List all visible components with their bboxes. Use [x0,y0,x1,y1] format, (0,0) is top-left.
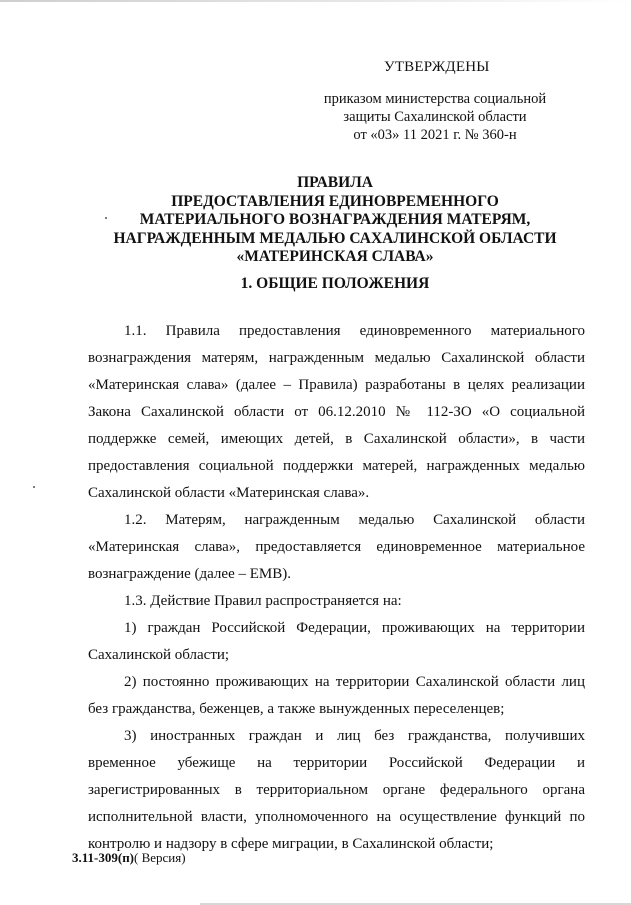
paragraph-line: Закона Сахалинской области от 06.12.2010 № 112-ЗО «О социальной [88,404,585,420]
paragraph-line: без гражданства, беженцев, а также вынужденных переселенцев; [88,701,505,717]
title-line: ПРАВИЛА [297,174,373,191]
paragraph-line: исполнительной власти, уполномоченного на осуществление функций по [88,809,585,825]
paragraph-line: Сахалинской области «Материнская слава». [88,485,370,501]
title-line: «МАТЕРИНСКАЯ СЛАВА» [236,248,434,265]
body-text [88,318,585,858]
paragraph-line: 2) постоянно проживающих на территории Сахалинской области лиц [124,674,585,690]
paragraph-line: поддержке семей, имеющих детей, в Сахалинской области», в части [88,431,585,447]
section-heading: 1. ОБЩИЕ ПОЛОЖЕНИЯ [240,275,430,292]
approval-order [300,90,570,144]
paragraph-line: зарегистрированных в территориальном органе федерального органа [88,782,585,798]
title-line: МАТЕРИАЛЬНОГО ВОЗНАГРАЖДЕНИЯ МАТЕРЯМ, [139,211,531,228]
title-line: НАГРАЖДЕННЫМ МЕДАЛЬЮ САХАЛИНСКОЙ ОБЛАСТИ [113,229,557,247]
scan-edge-top [0,0,631,2]
approval-order-line: приказом министерства социальной [323,91,547,107]
paragraph-line: 1.1. Правила предоставления единовременного материального [124,323,585,339]
footer-document-code [72,850,186,866]
paragraph-line: 3) иностранных граждан и лиц без гражданства, получивших [124,728,585,744]
document-code: 3.11-309(п) [72,850,135,865]
paragraph-line: 1) граждан Российской Федерации, проживающих на территории [124,620,585,636]
paragraph-line: «Материнская слава», предоставляется единовременное материальное [88,539,585,555]
scan-speck [33,486,35,488]
paragraph-line: вознаграждение (далее – ЕМВ). [88,566,291,582]
paragraph-line: временное убежище на территории Российской Федерации и [88,755,585,771]
paragraph-line: 1.2. Матерям, награжденным медалью Сахалинской области [124,512,585,528]
scan-speck [105,217,107,219]
paragraph-line: вознаграждения матерям, награжденным медалью Сахалинской области [88,350,585,366]
approval-order-date: от «03» 11 2021 г. № 360-н [353,127,517,143]
paragraph-line: «Материнская слава» (далее – Правила) разработаны в целях реализации [88,377,585,393]
document-title [90,174,580,267]
document-version: ( Версия) [134,850,186,865]
title-line: ПРЕДОСТАВЛЕНИЯ ЕДИНОВРЕМЕННОГО [171,192,499,210]
paragraph-line: Сахалинской области; [88,647,230,663]
paragraph-line: контролю и надзору в сфере миграции, в Сахалинской области; [88,836,494,852]
approval-order-line: защиты Сахалинской области [343,109,527,125]
approval-heading: УТВЕРЖДЕНЫ [384,59,490,75]
paragraph-line: 1.3. Действие Правил распространяется на: [124,593,402,609]
paragraph-line: предоставления социальной поддержки матерей, награжденных медалью [88,458,585,474]
